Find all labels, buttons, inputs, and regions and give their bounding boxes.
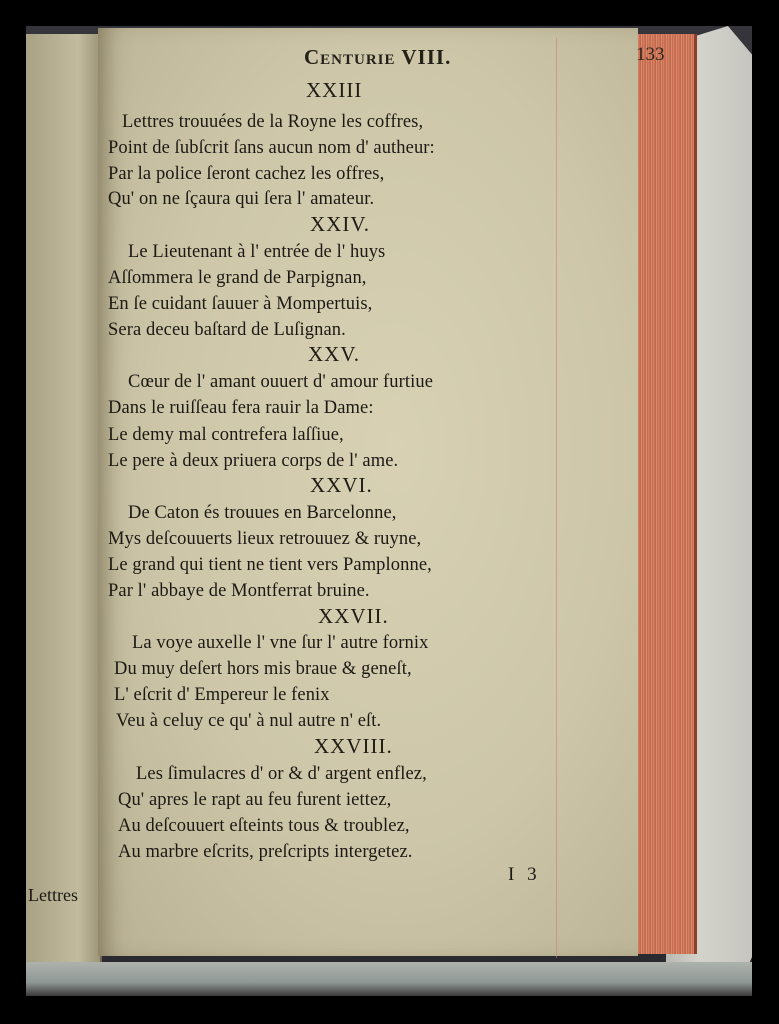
verse-line: Au marbre eſcrits, preſcripts intergetez.	[118, 842, 413, 862]
signature-mark: I 3	[508, 864, 541, 885]
running-head: Centurie VIII.	[304, 45, 452, 69]
verse-line: Le grand qui tient ne tient vers Pamplonne,	[108, 555, 432, 575]
verse-line: Au deſcouuert eſteints tous & troublez,	[118, 816, 410, 836]
verso-catchword: Lettres	[28, 885, 78, 905]
quatrain-number: XXVI.	[310, 473, 373, 497]
margin-rule	[556, 38, 557, 958]
verse-line: Mys deſcouuerts lieux retrouuez & ruyne,	[108, 529, 422, 549]
verse-line: La voye auxelle l' vne ſur l' autre fornix	[132, 633, 429, 653]
verse-line: Lettres trouuées de la Royne les coffres,	[122, 112, 424, 132]
verse-line: En ſe cuidant ſauuer à Mompertuis,	[108, 294, 373, 314]
verse-line: Le pere à deux priuera corps de l' ame.	[108, 451, 399, 471]
cover-bottom	[26, 962, 752, 996]
recto-page	[98, 28, 665, 956]
quatrain-number: XXV.	[308, 342, 361, 366]
verse-line: Les ſimulacres d' or & d' argent enflez,	[136, 764, 427, 784]
verse-line: Sera deceu baſtard de Luſignan.	[108, 320, 346, 340]
verse-line: De Caton és trouues en Barcelonne,	[128, 503, 397, 523]
verse-line: Cœur de l' amant ouuert d' amour furtiue	[128, 372, 434, 392]
verse-line: Qu' apres le rapt au feu furent iettez,	[118, 790, 392, 810]
verse-line: Aſſommera le grand de Parpignan,	[108, 268, 367, 288]
book-scan	[26, 26, 752, 996]
verse-line: Par la police ſeront cachez les offres,	[108, 164, 385, 184]
verse-line: Dans le ruiſſeau fera rauir la Dame:	[108, 398, 374, 418]
verse-line: Point de ſubſcrit ſans aucun nom d' autheur:	[108, 138, 435, 158]
quatrain-number: XXIII	[306, 78, 363, 102]
verse-line: Veu à celuy ce qu' à nul autre n' eſt.	[116, 711, 382, 731]
verse-line: Qu' on ne ſçaura qui ſera l' amateur.	[108, 189, 375, 209]
verse-line: Le demy mal contrefera laſſiue,	[108, 425, 344, 445]
verse-line: L' eſcrit d' Empereur le fenix	[114, 685, 330, 705]
verse-line: Par l' abbaye de Montferrat bruine.	[108, 581, 370, 601]
quatrain-number: XXVIII.	[314, 734, 393, 758]
quatrain-number: XXVII.	[318, 604, 389, 628]
folio-number: 133	[636, 44, 665, 65]
quatrain-number: XXIV.	[310, 212, 371, 236]
verse-line: Du muy deſert hors mis braue & geneſt,	[114, 659, 412, 679]
verse-line: Le Lieutenant à l' entrée de l' huys	[128, 242, 386, 262]
verso-page-edge	[26, 34, 102, 962]
